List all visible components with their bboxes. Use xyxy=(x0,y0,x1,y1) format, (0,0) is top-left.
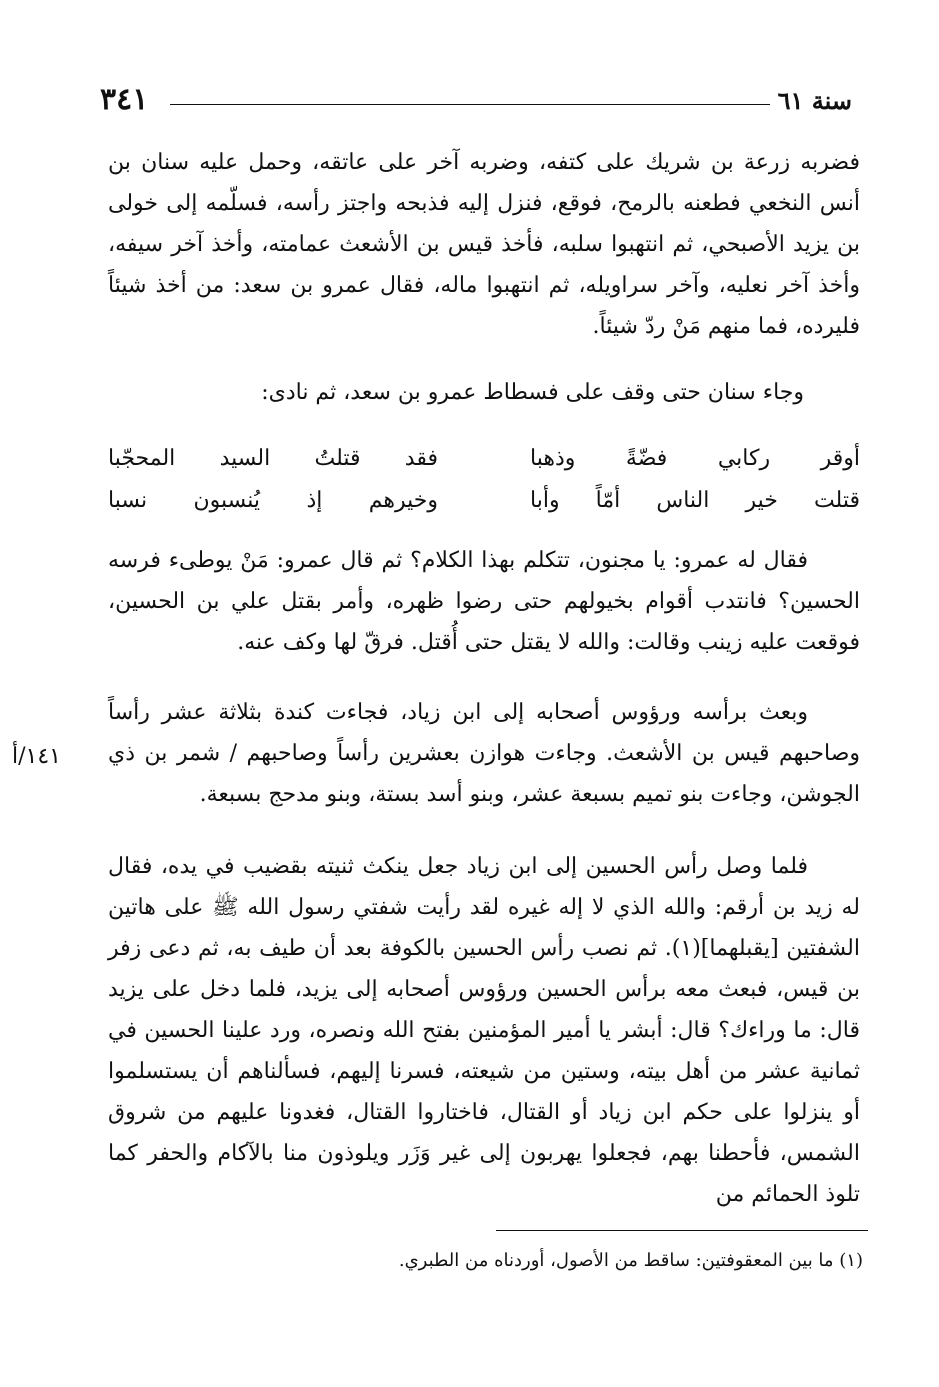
verse-hemistich: وخيرهم إذ يُنسبون نسبا xyxy=(108,488,438,513)
verse-line xyxy=(108,438,860,480)
manuscript-folio-note: ١٤١/أ xyxy=(12,744,61,769)
verse-hemistich: أوقر ركابي فضّةً وذهبا xyxy=(530,446,860,471)
paragraph: وجاء سنان حتى وقف على فسطاط عمرو بن سعد، ثم نادى: xyxy=(261,380,804,405)
verse-block xyxy=(108,438,860,522)
page-header xyxy=(100,80,852,120)
footnote-rule xyxy=(496,1230,868,1231)
paragraph: فضربه زرعة بن شريك على كتفه، وضربه آخر على عاتقه، وحمل عليه سنان بن أنس النخعي فطعنه بالرمح، فوقع، فنزل إليه فذبحه واجتز رأسه، فسلّمه إلى خولى بن يزيد الأصبحي، ثم انتهبوا سلبه، فأخذ قيس بن الأشعث عمامته، وأخذ آخر سيفه، وأخذ آخر نعليه، وآخر سراويله، ثم انتهبوا ماله، فقال عمرو بن سعد: من أخذ شيئاً فليرده، فما منهم مَنْ ردّ شيئاً. xyxy=(108,150,860,339)
verse-hemistich: فقد قتلتُ السيد المحجّبا xyxy=(108,446,438,471)
paragraph: فلما وصل رأس الحسين إلى ابن زياد جعل ينكث ثنيته بقضيب في يده، فقال له زيد بن أرقم: والله الذي لا إله غيره لقد رأيت شفتي رسول الله ﷺ على هاتين الشفتين [يقبلهما](١). ثم نصب رأس الحسين بالكوفة بعد أن طيف به، ثم دعى زفر بن قيس، فبعث معه برأس الحسين ورؤوس أصحابه إلى يزيد، فلما دخل على يزيد قال: ما وراءك؟ قال: أبشر يا أمير المؤمنين بفتح الله ونصره، ورد علينا الحسين في ثمانية عشر من أهل بيته، وستين من شيعته، فسرنا إليهم، فسألناهم أن يستسلموا أو ينزلوا على حكم ابن زياد أو القتال، فاختاروا القتال، فغدونا عليهم من شروق الشمس، فأحطنا بهم، فجعلوا يهربون إلى غير وَزَر ويلوذون منا بالآكام والحفر كما تلوذ الحمائم من xyxy=(108,854,860,1207)
paragraph: فقال له عمرو: يا مجنون، تتكلم بهذا الكلام؟ ثم قال عمرو: مَنْ يوطىء فرسه الحسين؟ فانتدب أقوام بخيولهم حتى رضوا ظهره، وأمر بقتل علي بن الحسين، فوقعت عليه زينب وقالت: والله لا يقتل حتى أُقتل. فرقّ لها وكف عنه. xyxy=(108,548,860,655)
footnote: (١) ما بين المعقوفتين: ساقط من الأصول، أوردناه من الطبري. xyxy=(398,1250,863,1271)
running-head: سنة ٦١ xyxy=(777,86,852,115)
verse-line xyxy=(108,480,860,522)
verse-hemistich: قتلت خير الناس أمّاً وأبا xyxy=(530,488,860,513)
paragraph: وبعث برأسه ورؤوس أصحابه إلى ابن زياد، فجاءت كندة بثلاثة عشر رأساً وصاحبهم قيس بن الأشعث. وجاءت هوازن بعشرين رأساً وصاحبهم / شمر بن ذي الجوشن، وجاءت بنو تميم بسبعة عشر، وبنو أسد بستة، وبنو مدحج بسبعة. xyxy=(108,700,860,807)
page-number: ٣٤١ xyxy=(100,82,149,117)
header-rule xyxy=(170,104,770,105)
